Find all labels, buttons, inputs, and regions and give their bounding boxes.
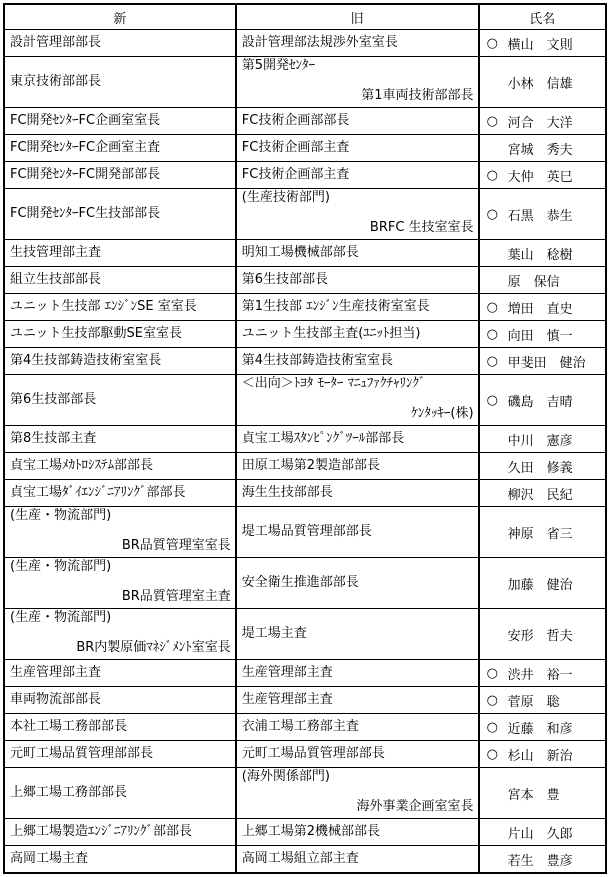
old-position-cell xyxy=(236,480,479,507)
new-position-cell xyxy=(4,30,236,57)
table-row xyxy=(4,687,606,714)
old-position-line: 元町工場品質管理部部長 xyxy=(241,746,385,761)
old-position-line: 堤工場主査 xyxy=(241,626,307,641)
old-position-cell xyxy=(236,741,479,768)
table-row xyxy=(4,348,606,375)
name-wrap xyxy=(480,745,605,764)
old-position-cell xyxy=(236,846,479,874)
table-row xyxy=(4,768,606,819)
table-row xyxy=(4,57,606,108)
old-position-cell xyxy=(236,426,479,453)
old-position-line: 生産管理部主査 xyxy=(241,692,333,707)
new-position-line: 貞宝工場ﾒｶﾄﾛｼｽﾃﾑ部部長 xyxy=(10,458,154,473)
promotion-circle-mark: ○ xyxy=(486,746,498,762)
name-wrap xyxy=(480,664,605,683)
table-row xyxy=(4,714,606,741)
name-cell xyxy=(479,480,606,507)
new-position-line: BR品質管理室主査 xyxy=(121,589,231,604)
name-cell xyxy=(479,108,606,135)
new-position-cell xyxy=(4,714,236,741)
old-position-line: 生産管理部主査 xyxy=(241,665,333,680)
name-wrap xyxy=(480,484,605,503)
new-position-cell xyxy=(4,189,236,240)
old-position-line: 第6生技部部長 xyxy=(241,272,329,287)
name-wrap xyxy=(480,34,605,53)
old-position-cell xyxy=(236,348,479,375)
name-wrap xyxy=(480,784,605,803)
name-cell xyxy=(479,768,606,819)
new-position-cell xyxy=(4,558,236,609)
old-position-cell xyxy=(236,375,479,426)
person-name: 若生 豊彦 xyxy=(507,853,573,869)
name-cell xyxy=(479,240,606,267)
new-position-line: 東京技術部部長 xyxy=(10,74,102,89)
new-position-cell xyxy=(4,819,236,846)
name-cell xyxy=(479,819,606,846)
new-position-cell xyxy=(4,741,236,768)
new-position-line: FC開発ｾﾝﾀｰFC企画室室長 xyxy=(10,113,161,128)
new-position-cell xyxy=(4,57,236,108)
old-position-line: 堤工場品質管理部部長 xyxy=(241,524,372,539)
new-position-cell xyxy=(4,609,236,660)
person-name: 増田 直史 xyxy=(507,301,573,317)
old-position-line: 第4生技部鋳造技術室室長 xyxy=(241,353,394,368)
old-position-line: (海外関係部門) xyxy=(241,769,330,784)
column-header-old: 旧 xyxy=(236,4,479,30)
new-position-line: ユニット生技部 ｴﾝｼﾞﾝSE 室室長 xyxy=(10,299,197,314)
table-body xyxy=(4,30,606,874)
old-position-line: FC技術企画部主査 xyxy=(241,140,350,155)
person-name: 加藤 健治 xyxy=(507,577,573,593)
name-cell xyxy=(479,162,606,189)
old-position-cell xyxy=(236,714,479,741)
name-wrap xyxy=(480,691,605,710)
table-row xyxy=(4,267,606,294)
name-cell xyxy=(479,267,606,294)
promotion-circle-mark: ○ xyxy=(486,299,498,315)
name-wrap xyxy=(480,244,605,263)
new-position-cell xyxy=(4,135,236,162)
new-position-line: 本社工場工務部部長 xyxy=(10,719,128,734)
old-position-line: 高岡工場組立部主査 xyxy=(241,851,359,866)
column-header-name: 氏名 xyxy=(479,4,606,30)
new-position-line: BR品質管理室室長 xyxy=(121,538,231,553)
old-position-line: 第1生技部 ｴﾝｼﾞﾝ生産技術室室長 xyxy=(241,299,430,314)
name-cell xyxy=(479,687,606,714)
promotion-circle-mark: ○ xyxy=(486,326,498,342)
new-position-cell xyxy=(4,480,236,507)
name-wrap xyxy=(480,850,605,869)
person-name: 神原 省三 xyxy=(507,526,573,542)
person-name: 葉山 稔樹 xyxy=(507,247,573,263)
new-position-cell xyxy=(4,321,236,348)
new-position-line: 第6生技部部長 xyxy=(10,392,97,407)
new-position-line: 設計管理部部長 xyxy=(10,35,102,50)
name-wrap xyxy=(480,298,605,317)
new-position-line: 上郷工場製造ｴﾝｼﾞﾆｱﾘﾝｸﾞ部部長 xyxy=(10,824,193,839)
table-row xyxy=(4,846,606,874)
name-wrap xyxy=(480,718,605,737)
column-header-new: 新 xyxy=(4,4,236,30)
table-row xyxy=(4,108,606,135)
name-cell xyxy=(479,321,606,348)
name-cell xyxy=(479,294,606,321)
table-row xyxy=(4,507,606,558)
name-cell xyxy=(479,453,606,480)
table-row xyxy=(4,609,606,660)
person-name: 菅原 聡 xyxy=(507,694,560,710)
name-cell xyxy=(479,507,606,558)
name-wrap xyxy=(480,73,605,92)
new-position-line: 貞宝工場ﾀﾞｲｴﾝｼﾞﾆｱﾘﾝｸﾞ部部長 xyxy=(10,485,186,500)
name-wrap xyxy=(480,352,605,371)
new-position-line: 高岡工場主査 xyxy=(10,851,89,866)
person-name: 片山 久郎 xyxy=(507,826,573,842)
person-name: 中川 憲彦 xyxy=(507,433,573,449)
new-position-cell xyxy=(4,846,236,874)
new-position-line: FC開発ｾﾝﾀｰFC企画室主査 xyxy=(10,140,161,155)
table-row xyxy=(4,375,606,426)
old-position-line: 安全衛生推進部部長 xyxy=(241,575,359,590)
old-position-cell xyxy=(236,108,479,135)
person-name: 磯島 吉晴 xyxy=(507,394,573,410)
person-name: 向田 慎一 xyxy=(507,328,573,344)
person-name: 宮城 秀夫 xyxy=(507,142,573,158)
new-position-cell xyxy=(4,348,236,375)
new-position-line: (生産・物流部門) xyxy=(10,610,112,625)
name-wrap xyxy=(480,625,605,644)
name-wrap xyxy=(480,574,605,593)
old-position-cell xyxy=(236,819,479,846)
name-cell xyxy=(479,348,606,375)
old-position-cell xyxy=(236,687,479,714)
table-row xyxy=(4,426,606,453)
new-position-cell xyxy=(4,375,236,426)
new-position-line: 生技管理部主査 xyxy=(10,245,102,260)
old-position-line: 田原工場第2製造部部長 xyxy=(241,458,381,473)
name-wrap xyxy=(480,271,605,290)
name-cell xyxy=(479,30,606,57)
table-header xyxy=(4,4,606,30)
promotion-circle-mark: ○ xyxy=(486,719,498,735)
person-name: 近藤 和彦 xyxy=(507,721,573,737)
name-wrap xyxy=(480,523,605,542)
promotion-circle-mark: ○ xyxy=(486,206,498,222)
new-position-line: 組立生技部部長 xyxy=(10,272,102,287)
new-position-line: FC開発ｾﾝﾀｰFC開発部部長 xyxy=(10,167,161,182)
person-name: 横山 文則 xyxy=(507,37,573,53)
name-cell xyxy=(479,660,606,687)
old-position-cell xyxy=(236,135,479,162)
old-position-line: ＜出向＞ﾄﾖﾀ ﾓｰﾀｰ ﾏﾆｭﾌｧｸﾁｬﾘﾝｸﾞ xyxy=(241,376,426,391)
name-cell xyxy=(479,57,606,108)
person-name: 原 保信 xyxy=(507,274,560,290)
old-position-line: 衣浦工場工務部主査 xyxy=(241,719,359,734)
table-row xyxy=(4,321,606,348)
new-position-cell xyxy=(4,660,236,687)
new-position-line: 第4生技部鋳造技術室室長 xyxy=(10,353,162,368)
new-position-line: (生産・物流部門) xyxy=(10,508,112,523)
person-name: 大仲 英巳 xyxy=(507,169,573,185)
old-position-cell xyxy=(236,162,479,189)
new-position-cell xyxy=(4,267,236,294)
old-position-line: 海外事業企画室室長 xyxy=(356,799,474,814)
table-row xyxy=(4,819,606,846)
person-name: 甲斐田 健治 xyxy=(507,355,586,371)
name-cell xyxy=(479,189,606,240)
old-position-cell xyxy=(236,660,479,687)
new-position-line: (生産・物流部門) xyxy=(10,559,112,574)
promotion-circle-mark: ○ xyxy=(486,167,498,183)
promotion-circle-mark: ○ xyxy=(486,665,498,681)
old-position-line: 貞宝工場ｽﾀﾝﾋﾟﾝｸﾞﾂｰﾙ部部長 xyxy=(241,431,405,446)
person-name: 久田 修義 xyxy=(507,460,573,476)
name-cell xyxy=(479,741,606,768)
old-position-cell xyxy=(236,240,479,267)
old-position-cell xyxy=(236,558,479,609)
promotion-circle-mark: ○ xyxy=(486,35,498,51)
promotion-circle-mark: ○ xyxy=(486,692,498,708)
name-wrap xyxy=(480,325,605,344)
old-position-cell xyxy=(236,609,479,660)
new-position-line: FC開発ｾﾝﾀｰFC生技部部長 xyxy=(10,206,161,221)
name-cell xyxy=(479,609,606,660)
table-row xyxy=(4,30,606,57)
name-wrap xyxy=(480,112,605,131)
old-position-line: ｹﾝﾀｯｷｰ(株) xyxy=(411,406,474,421)
new-position-cell xyxy=(4,507,236,558)
new-position-cell xyxy=(4,108,236,135)
table-row xyxy=(4,453,606,480)
old-position-line: 明知工場機械部部長 xyxy=(241,245,359,260)
new-position-cell xyxy=(4,240,236,267)
new-position-line: ユニット生技部駆動SE室室長 xyxy=(10,326,182,341)
old-position-cell xyxy=(236,294,479,321)
table-row xyxy=(4,162,606,189)
old-position-cell xyxy=(236,321,479,348)
person-name: 杉山 新治 xyxy=(507,748,573,764)
person-name: 安形 哲夫 xyxy=(507,628,573,644)
old-position-line: 上郷工場第2機械部部長 xyxy=(241,824,381,839)
new-position-cell xyxy=(4,294,236,321)
new-position-line: 生産管理部主査 xyxy=(10,665,102,680)
old-position-cell xyxy=(236,57,479,108)
old-position-line: BRFC 生技室室長 xyxy=(369,220,474,235)
name-wrap xyxy=(480,139,605,158)
old-position-line: FC技術企画部主査 xyxy=(241,167,350,182)
person-name: 宮本 豊 xyxy=(507,787,560,803)
new-position-cell xyxy=(4,687,236,714)
table-row xyxy=(4,741,606,768)
promotion-circle-mark: ○ xyxy=(486,353,498,369)
old-position-line: 海生生技部部長 xyxy=(241,485,333,500)
promotion-circle-mark: ○ xyxy=(486,392,498,408)
name-wrap xyxy=(480,205,605,224)
new-position-cell xyxy=(4,453,236,480)
old-position-cell xyxy=(236,30,479,57)
person-name: 石黒 恭生 xyxy=(507,208,573,224)
new-position-cell xyxy=(4,768,236,819)
personnel-change-table xyxy=(3,3,607,874)
new-position-cell xyxy=(4,162,236,189)
new-position-line: 上郷工場工務部部長 xyxy=(10,785,128,800)
name-wrap xyxy=(480,430,605,449)
old-position-cell xyxy=(236,507,479,558)
old-position-cell xyxy=(236,768,479,819)
old-position-line: FC技術企画部部長 xyxy=(241,113,350,128)
old-position-line: 設計管理部法規渉外室室長 xyxy=(241,35,398,50)
old-position-cell xyxy=(236,453,479,480)
header-row xyxy=(4,4,606,30)
table-row xyxy=(4,294,606,321)
table-row xyxy=(4,480,606,507)
table-row xyxy=(4,135,606,162)
name-cell xyxy=(479,558,606,609)
name-wrap xyxy=(480,391,605,410)
name-cell xyxy=(479,426,606,453)
old-position-line: (生産技術部門) xyxy=(241,190,330,205)
old-position-cell xyxy=(236,267,479,294)
new-position-cell xyxy=(4,426,236,453)
name-wrap xyxy=(480,166,605,185)
name-wrap xyxy=(480,457,605,476)
name-cell xyxy=(479,135,606,162)
person-name: 河合 大洋 xyxy=(507,115,573,131)
name-cell xyxy=(479,375,606,426)
table-row xyxy=(4,660,606,687)
person-name: 渋井 裕一 xyxy=(507,667,573,683)
person-name: 小林 信雄 xyxy=(507,76,573,92)
table-row xyxy=(4,189,606,240)
old-position-line: 第5開発ｾﾝﾀｰ xyxy=(241,58,316,73)
new-position-line: 元町工場品質管理部部長 xyxy=(10,746,154,761)
old-position-cell xyxy=(236,189,479,240)
table-row xyxy=(4,240,606,267)
new-position-line: 車両物流部部長 xyxy=(10,692,102,707)
new-position-line: 第8生技部主査 xyxy=(10,431,97,446)
name-cell xyxy=(479,714,606,741)
old-position-line: ユニット生技部主査(ﾕﾆｯﾄ担当) xyxy=(241,326,421,341)
promotion-circle-mark: ○ xyxy=(486,113,498,129)
old-position-line: 第1車両技術部部長 xyxy=(361,88,474,103)
person-name: 柳沢 民紀 xyxy=(507,487,573,503)
table-row xyxy=(4,558,606,609)
new-position-line: BR内製原価ﾏﾈｼﾞﾒﾝﾄ室室長 xyxy=(76,640,231,655)
name-cell xyxy=(479,846,606,874)
name-wrap xyxy=(480,823,605,842)
